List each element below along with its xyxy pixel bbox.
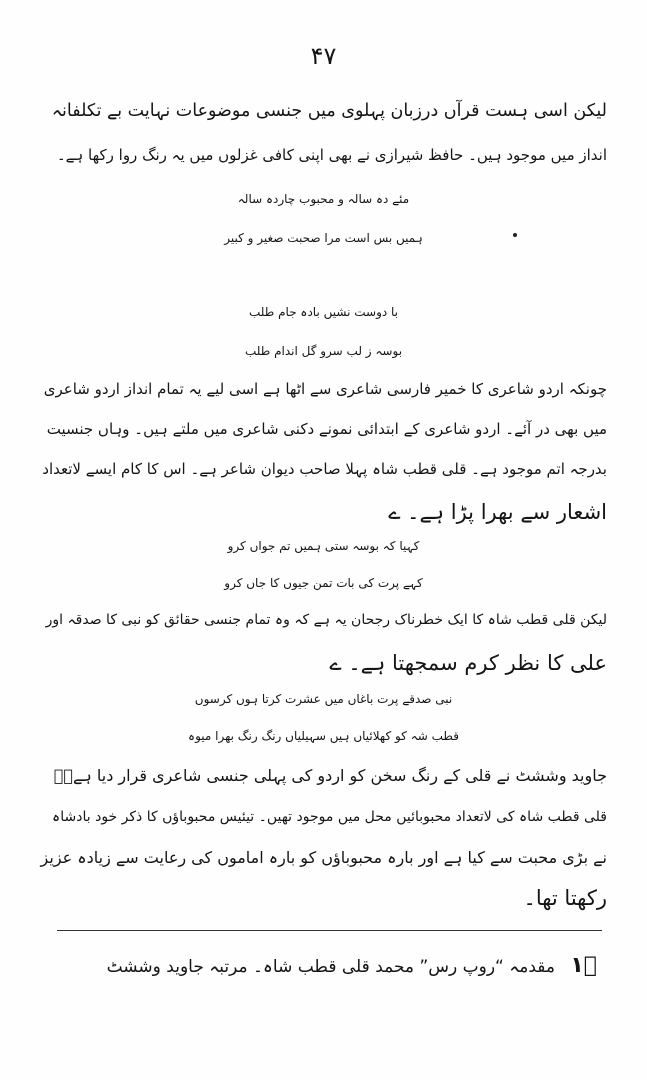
- verse-line: کہیا کہ بوسہ ستی ہمیں تم جواں کرو: [227, 539, 420, 553]
- verse-line: قطب شہ کو کھلائیاں ہیں سہیلیاں رنگ رنگ بھرا میوہ: [188, 729, 459, 743]
- paragraph-line: چونکہ اردو شاعری کا خمیر فارسی شاعری سے اٹھا ہے اسی لیے یہ تمام انداز اردو شاعری: [43, 380, 607, 398]
- paragraph-line: علی کا نظر کرم سمجھتا ہے۔ ے: [329, 651, 607, 675]
- verse-line: بوسہ ز لب سرو گل اندام طلب: [244, 344, 403, 358]
- footnote-marker: ۱ؔ: [570, 953, 597, 978]
- paragraph-line: نے بڑی محبت سے کیا ہے اور بارہ محبوباؤں کو بارہ اماموں کی رعایت سے زیادہ عزیز: [40, 848, 607, 867]
- footnote-text: مقدمہ “روپ رس” محمد قلی قطب شاہ۔ مرتبہ جاوید وششٹ: [106, 957, 555, 977]
- paragraph-line: اشعار سے بھرا پڑا ہے۔ ے: [388, 500, 607, 524]
- verse-line: نبی صدقے پرت باغاں میں عشرت کرتا ہوں کرسوں: [194, 692, 453, 706]
- verse-line: با دوست نشیں بادہ جام طلب: [248, 305, 399, 319]
- paragraph-line: رکھتا تھا۔: [523, 886, 607, 910]
- page-number: ۴۷: [310, 42, 337, 70]
- paragraph-line: انداز میں موجود ہیں۔ حافظ شیرازی نے بھی اپنی کافی غزلوں میں یہ رنگ روا رکھا ہے۔: [56, 146, 607, 164]
- verse-line: مئے دہ سالہ و محبوب چاردہ سالہ: [237, 192, 410, 206]
- verse-line: کہے پرت کی بات تمن جیوں کا جاں کرو: [224, 576, 423, 590]
- verse-line: ہمیں بس است مرا صحبت صغیر و کبیر: [224, 231, 423, 245]
- paragraph-line: قلی قطب شاہ کی لاتعداد محبوبائیں محل میں موجود تھیں۔ تیئیس محبوباؤں کا ذکر خود بادشاہ: [52, 809, 607, 825]
- paragraph-line: جاوید وششٹ نے قلی کے رنگ سخن کو اردو کی پہلی جنسی شاعری قرار دیا ہے۔ؔ: [53, 766, 607, 785]
- footnote: [107, 953, 597, 978]
- ink-dot: [513, 233, 517, 237]
- paragraph-line: لیکن قلی قطب شاہ کا ایک خطرناک رجحان یہ ہے کہ وہ تمام جنسی حقائق کو نبی کا صدقہ اور: [45, 612, 607, 628]
- paragraph-line: میں بھی در آئے۔ اردو شاعری کے ابتدائی نمونے دکنی شاعری میں ملتے ہیں۔ وہاں جنسیت: [46, 420, 607, 438]
- paragraph-line: لیکن اسی ہست قرآں درزبان پہلوی میں جنسی موضوعات نہایت بے تکلفانہ: [51, 101, 607, 121]
- paragraph-line: بدرجہ اتم موجود ہے۔ قلی قطب شاہ پہلا صاحب دیوان شاعر ہے۔ اس کا کام ایسے لاتعداد: [42, 460, 607, 478]
- footnote-divider: [57, 930, 602, 931]
